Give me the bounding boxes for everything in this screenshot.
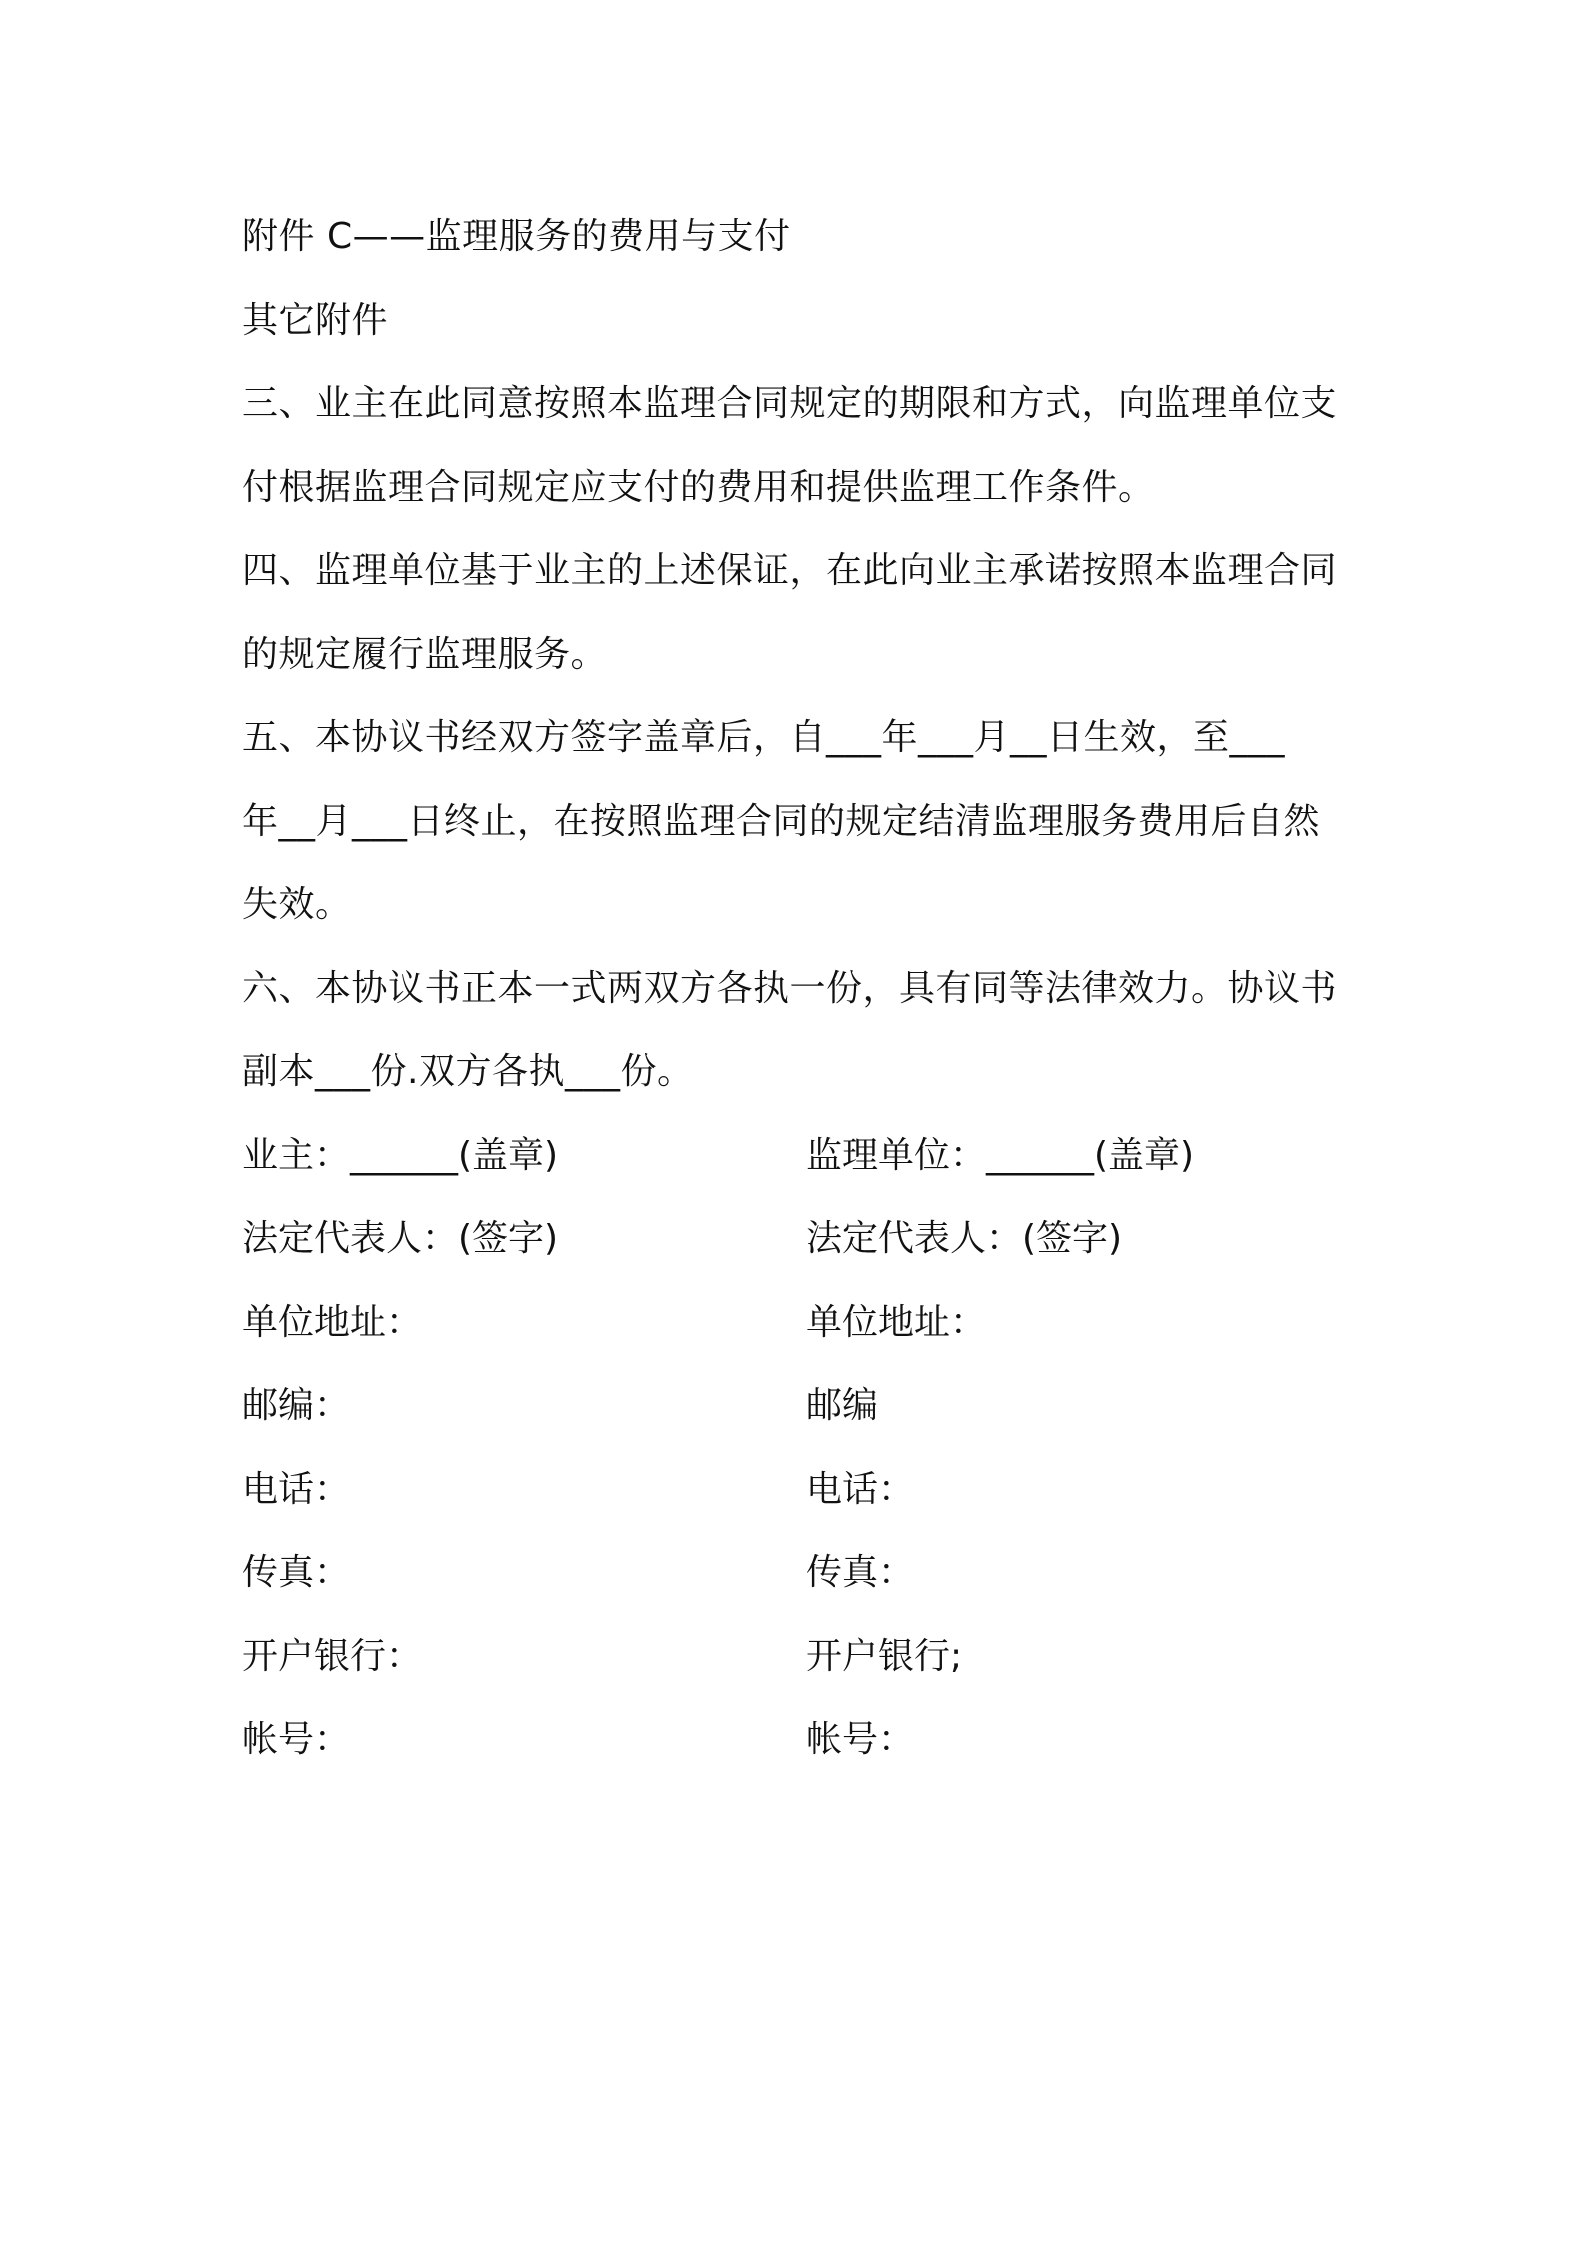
signature-row-postcode — [242, 1364, 1362, 1448]
document-body — [242, 195, 1362, 1782]
supervisor-seal-label: 监理单位：______(盖章) — [806, 1134, 1195, 1176]
owner-representative-label: 法定代表人：(签字) — [242, 1218, 559, 1259]
supervisor-bank-label: 开户银行; — [806, 1635, 963, 1677]
signature-row-address — [242, 1281, 1362, 1365]
attachment-c-line: 附件 C——监理服务的费用与支付 — [242, 216, 791, 257]
owner-seal-label: 业主：______(盖章) — [242, 1134, 559, 1176]
supervisor-representative-label: 法定代表人：(签字) — [806, 1218, 1123, 1259]
clause-five-line-3: 失效。 — [242, 884, 352, 925]
owner-phone-label: 电话： — [242, 1468, 351, 1510]
supervisor-fax-label: 传真： — [806, 1552, 915, 1593]
signature-row-bank — [242, 1615, 1362, 1699]
clause-five-line-1: 五、本协议书经双方签字盖章后，自___年___月__日生效，至___ — [242, 717, 1286, 758]
owner-bank-label: 开户银行： — [242, 1635, 423, 1677]
owner-account-label: 帐号： — [242, 1719, 351, 1760]
clause-five-line-2: 年__月___日终止，在按照监理合同的规定结清监理服务费用后自然 — [242, 800, 1321, 842]
supervisor-account-label: 帐号： — [806, 1719, 915, 1760]
signature-row-owner — [242, 1114, 1362, 1198]
signature-row-fax — [242, 1531, 1362, 1615]
supervisor-phone-label: 电话： — [806, 1468, 915, 1510]
clause-three-line-1: 三、业主在此同意按照本监理合同规定的期限和方式，向监理单位支 — [242, 383, 1338, 424]
supervisor-address-label: 单位地址： — [806, 1301, 987, 1343]
owner-address-label: 单位地址： — [242, 1301, 423, 1343]
clause-six-line-2: 副本___份.双方各执___份。 — [242, 1051, 694, 1092]
signature-row-account — [242, 1698, 1362, 1782]
signature-row-representative — [242, 1197, 1362, 1281]
clause-three-line-2: 付根据监理合同规定应支付的费用和提供监理工作条件。 — [242, 466, 1155, 508]
signature-row-phone — [242, 1448, 1362, 1532]
owner-postcode-label: 邮编： — [242, 1385, 351, 1426]
supervisor-postcode-label: 邮编 — [806, 1385, 879, 1426]
clause-six-line-1: 六、本协议书正本一式两双方各执一份，具有同等法律效力。协议书 — [242, 967, 1338, 1009]
clause-four-line-1: 四、监理单位基于业主的上述保证，在此向业主承诺按照本监理合同 — [242, 550, 1338, 591]
clause-four-line-2: 的规定履行监理服务。 — [242, 633, 608, 675]
other-attachments-line: 其它附件 — [242, 299, 389, 341]
owner-fax-label: 传真： — [242, 1552, 351, 1593]
